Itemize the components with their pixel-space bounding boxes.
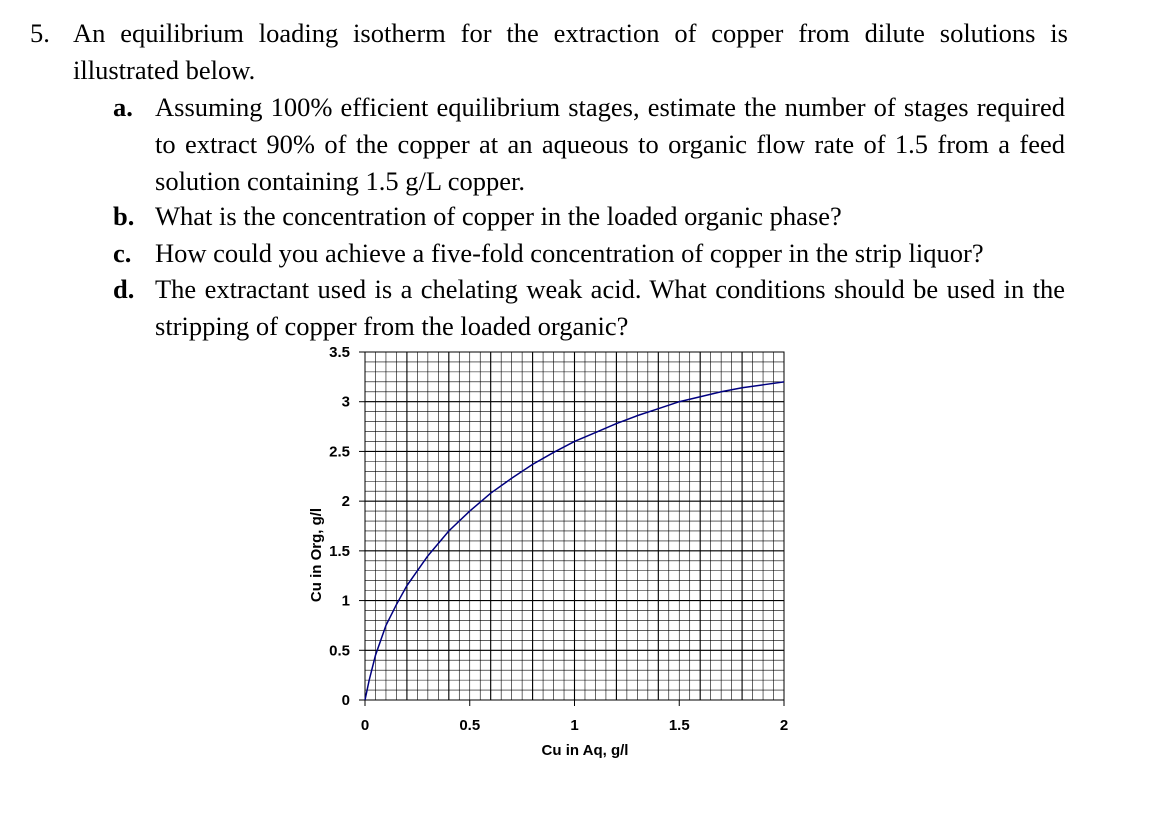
- y-tick-label: 1.5: [329, 542, 350, 560]
- part-c-letter: c.: [113, 238, 132, 268]
- y-tick-label: 2.5: [329, 443, 350, 461]
- part-b-text: What is the concentration of copper in the loaded organic phase?: [155, 201, 842, 231]
- question-text: An equilibrium loading isotherm for the extraction of copper from dilute solutions is illustrated below.: [73, 18, 1068, 85]
- part-a-text: Assuming 100% efficient equilibrium stages, estimate the number of stages required to extract 90% of the copper at an aqueous to organic flow rate of 1.5 from a feed solution containing 1.5 g/L copper.: [155, 92, 1065, 196]
- y-tick-label: 3: [341, 393, 350, 411]
- x-tick-label: 0.5: [459, 717, 481, 734]
- y-axis-ticks: [329, 344, 365, 709]
- part-d-letter: d.: [113, 274, 135, 304]
- x-tick-label: 1: [570, 717, 579, 734]
- y-tick-label: 1: [341, 592, 350, 610]
- question-number: 5.: [30, 18, 50, 48]
- x-tick-label: 1.5: [668, 717, 690, 734]
- part-d-text: The extractant used is a chelating weak acid. What conditions should be used in the stripping of copper from the loaded organic?: [155, 274, 1065, 341]
- y-tick-label: 2: [341, 493, 350, 511]
- y-tick-label: 0.5: [329, 642, 350, 660]
- part-a-letter: a.: [113, 92, 133, 122]
- y-axis-label: Cu in Org, g/l: [308, 507, 325, 603]
- x-tick-label: 0: [360, 717, 370, 734]
- x-tick-label: 2: [779, 717, 789, 734]
- y-tick-label: 0: [341, 692, 350, 709]
- part-c-text: How could you achieve a five-fold concentration of copper in the strip liquor?: [155, 238, 984, 268]
- x-axis-ticks: [361, 700, 788, 734]
- part-b-letter: b.: [113, 201, 135, 231]
- x-axis-label: Cu in Aq, g/l: [541, 742, 629, 759]
- y-tick-label: 3.5: [329, 344, 350, 361]
